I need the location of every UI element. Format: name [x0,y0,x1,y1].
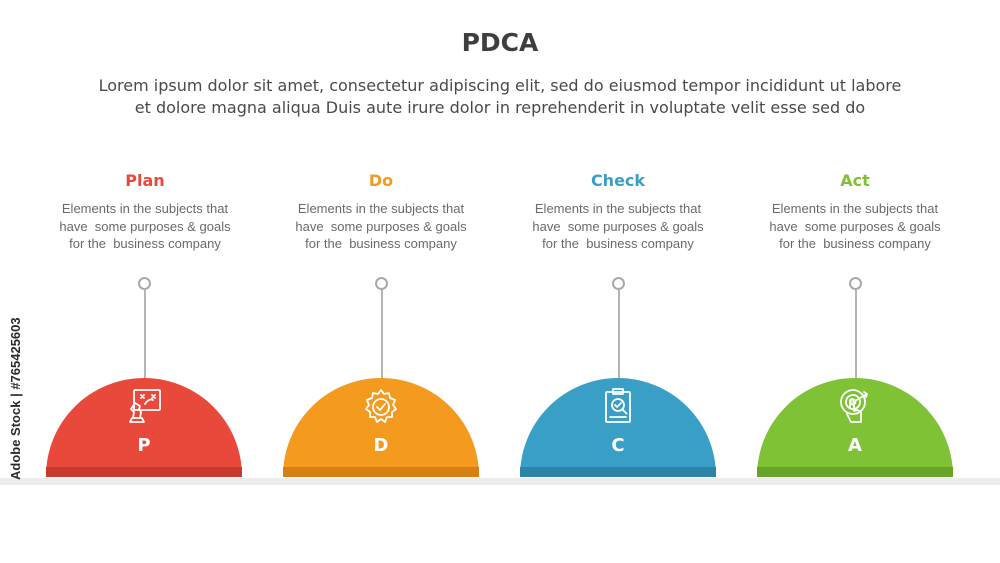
desc-line: have some purposes & goals [532,218,704,234]
step-title-do: Do [368,171,394,190]
desc-line: have some purposes & goals [769,218,941,234]
dome-base [520,467,716,477]
desc-line: for the business company [542,236,694,251]
desc-line: for the business company [305,236,457,251]
connector-dot [138,277,151,290]
baseline-floor [0,478,1000,485]
dome-base [283,467,479,477]
desc-line: Elements in the subjects that [534,201,702,216]
step-desc-act [735,200,975,253]
desc-line: for the business company [69,236,221,251]
strategy-board-icon [124,386,164,426]
step-dome-do [283,378,479,477]
dome-base [757,467,953,477]
connector-dot [612,277,625,290]
desc-line: Elements in the subjects that [771,201,939,216]
stock-watermark: Adobe Stock | #765425603 [8,317,23,480]
step-title-check: Check [590,171,646,190]
desc-line: have some purposes & goals [59,218,231,234]
subtitle-line-2: et dolore magna aliqua Duis aute irure dolor in reprehenderit in voluptate velit esse sed do [134,98,866,117]
desc-line: Elements in the subjects that [61,201,229,216]
connector-line [855,290,857,380]
step-title-act: Act [840,171,870,190]
connector-dot [375,277,388,290]
step-desc-plan [25,200,265,253]
desc-line: for the business company [779,236,931,251]
dome-base [46,467,242,477]
target-hand-icon [835,386,875,426]
clipboard-search-icon [598,386,638,426]
step-title-plan: Plan [125,171,165,190]
connector-line [381,290,383,380]
gear-check-icon [361,386,401,426]
step-letter-a: A [848,435,862,456]
desc-line: Elements in the subjects that [297,201,465,216]
step-letter-p: P [137,435,151,456]
step-desc-do [261,200,501,253]
page-title: PDCA [461,28,539,57]
step-dome-act [757,378,953,477]
step-letter-d: D [373,435,389,456]
desc-line: have some purposes & goals [295,218,467,234]
step-letter-c: C [611,435,625,456]
step-desc-check [498,200,738,253]
step-dome-plan [46,378,242,477]
connector-line [618,290,620,380]
connector-line [144,290,146,380]
connector-dot [849,277,862,290]
step-dome-check [520,378,716,477]
subtitle-line-1: Lorem ipsum dolor sit amet, consectetur adipiscing elit, sed do eiusmod tempor incididunt ut labore [98,76,902,95]
